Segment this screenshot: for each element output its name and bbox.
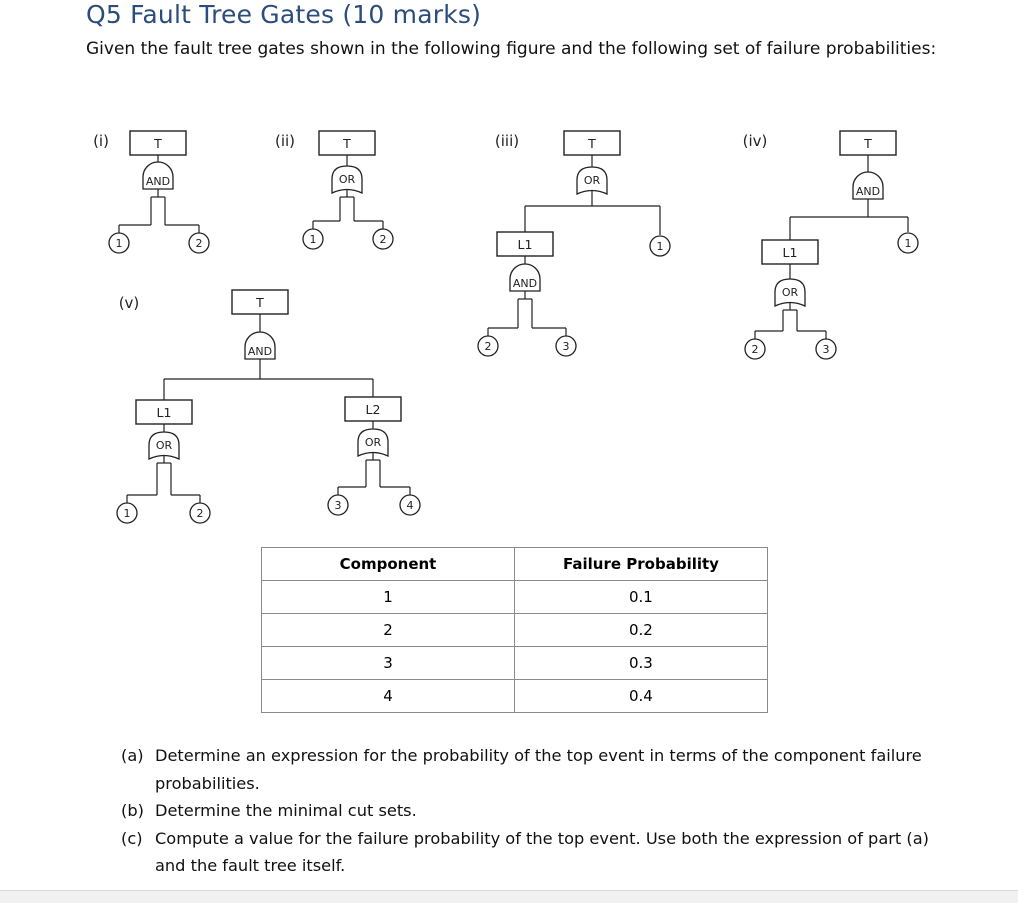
part-text: Determine the minimal cut sets. xyxy=(155,801,417,820)
table-row xyxy=(262,581,768,614)
part-label: (c) xyxy=(121,828,143,848)
sub-event-box-label: L1 xyxy=(782,245,798,260)
table-row xyxy=(262,647,768,680)
basic-event-label: 2 xyxy=(484,340,492,353)
question-parts-list xyxy=(121,742,951,880)
basic-event-label: 1 xyxy=(904,237,912,250)
question-part-c xyxy=(121,825,951,880)
gate-label: AND xyxy=(145,175,171,188)
basic-event-label: 2 xyxy=(379,233,387,246)
basic-event-label: 3 xyxy=(334,499,342,512)
basic-event-label: 3 xyxy=(822,343,830,356)
question-title: Q5 Fault Tree Gates (10 marks) xyxy=(86,0,482,29)
sub-event-box-label: L2 xyxy=(365,402,381,417)
gate-label: OR xyxy=(781,286,799,299)
gate-label: OR xyxy=(364,436,382,449)
component-cell: 2 xyxy=(262,614,515,647)
probability-cell: 0.3 xyxy=(515,647,768,680)
top-event-box-label: T xyxy=(256,295,264,310)
tree-iii-label: (iii) xyxy=(494,132,520,150)
gate-label: OR xyxy=(155,439,173,452)
basic-event-label: 1 xyxy=(123,507,131,520)
gate-label: OR xyxy=(583,174,601,187)
table-header-row xyxy=(262,548,768,581)
basic-event-label: 1 xyxy=(656,240,664,253)
page-bottom-bar xyxy=(0,890,1018,903)
part-text: Compute a value for the failure probability of the top event. Use both the expression of part (a) and the fault tree itself. xyxy=(155,828,929,875)
component-cell: 4 xyxy=(262,680,515,713)
column-header-failure-probability: Failure Probability xyxy=(515,548,768,581)
probability-cell: 0.1 xyxy=(515,581,768,614)
basic-event-label: 1 xyxy=(115,237,123,250)
basic-event-label: 2 xyxy=(196,507,204,520)
component-cell: 1 xyxy=(262,581,515,614)
sub-event-box-label: L1 xyxy=(156,405,172,420)
top-event-box-label: T xyxy=(343,136,351,151)
table-row xyxy=(262,614,768,647)
question-part-a xyxy=(121,742,951,797)
part-label: (b) xyxy=(121,801,144,820)
component-cell: 3 xyxy=(262,647,515,680)
top-event-box-label: T xyxy=(864,136,872,151)
top-event-box-label: T xyxy=(588,136,596,151)
part-text: Determine an expression for the probability of the top event in terms of the component failure probabilities. xyxy=(155,746,922,793)
tree-ii-label: (ii) xyxy=(274,132,296,150)
gate-label: AND xyxy=(855,185,881,198)
basic-event-label: 3 xyxy=(562,340,570,353)
question-part-b xyxy=(121,797,951,825)
tree-v-label: (v) xyxy=(118,294,140,312)
column-header-component: Component xyxy=(262,548,515,581)
failure-probability-table xyxy=(261,547,768,713)
sub-event-box-label: L1 xyxy=(517,237,533,252)
top-event-box-label: T xyxy=(154,136,162,151)
gate-label: AND xyxy=(512,277,538,290)
probability-cell: 0.2 xyxy=(515,614,768,647)
tree-iv-label: (iv) xyxy=(742,132,768,150)
basic-event-label: 4 xyxy=(406,499,414,512)
basic-event-label: 2 xyxy=(195,237,203,250)
gate-label: OR xyxy=(338,173,356,186)
table-row xyxy=(262,680,768,713)
basic-event-label: 1 xyxy=(309,233,317,246)
tree-i-label: (i) xyxy=(93,132,109,150)
gate-label: AND xyxy=(247,345,273,358)
part-label: (a) xyxy=(121,746,144,765)
basic-event-label: 2 xyxy=(751,343,759,356)
question-intro: Given the fault tree gates shown in the following figure and the following set of failure probabilities: xyxy=(86,39,937,59)
probability-cell: 0.4 xyxy=(515,680,768,713)
